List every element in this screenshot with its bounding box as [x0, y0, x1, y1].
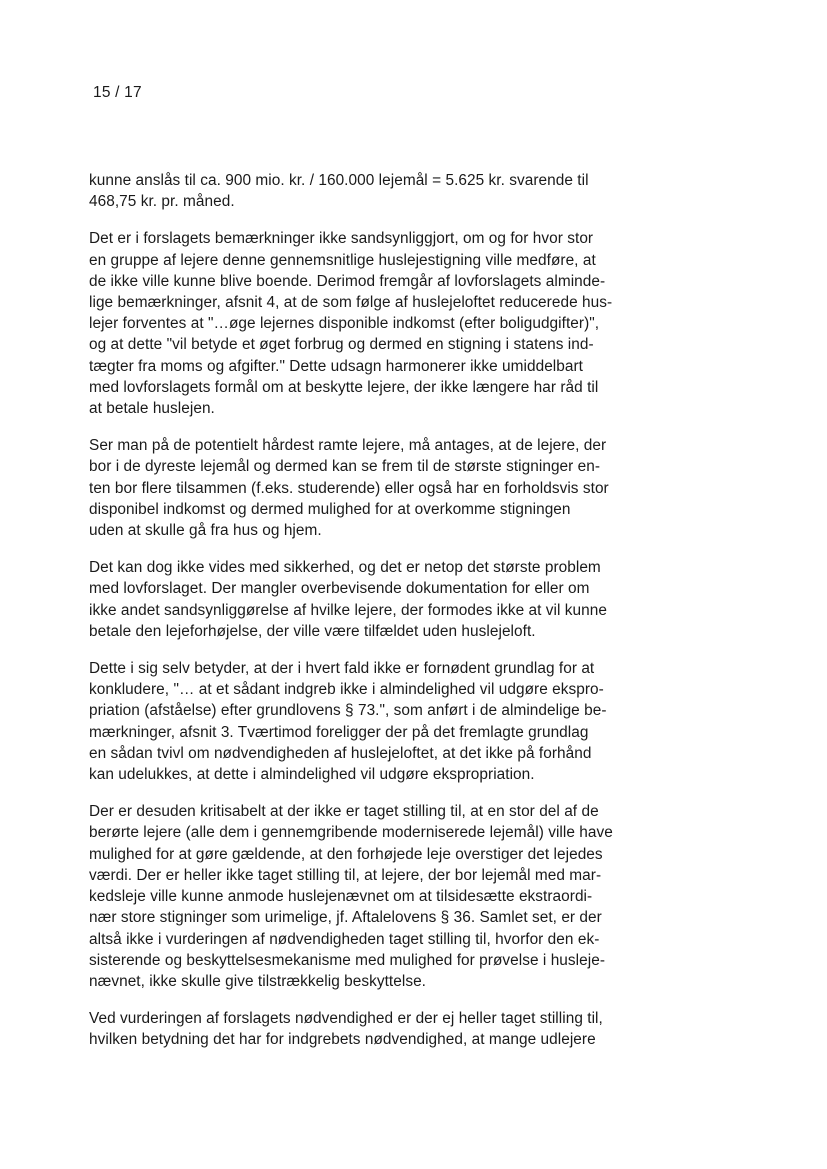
text-line: Dette i sig selv betyder, at der i hvert fald ikke er fornødent grundlag for at [89, 660, 595, 678]
text-line: lejer forventes at "…øge lejernes disponible indkomst (efter boligudgifter)", [89, 315, 600, 333]
text-line: priation (afståelse) efter grundlovens § 73.", som anført i de almindelige be- [89, 702, 607, 720]
text-line: nær store stigninger som urimelige, jf. Aftalelovens § 36. Samlet set, er der [89, 909, 602, 927]
text-line: mulighed for at gøre gældende, at den forhøjede leje overstiger det lejedes [89, 845, 603, 863]
text-line: ikke andet sandsynliggørelse af hvilke lejere, der formodes ikke at vil kunne [89, 601, 607, 619]
text-line: og at dette "vil betyde et øget forbrug og dermed en stigning i statens ind- [89, 336, 594, 354]
text-line: konkludere, "… at et sådant indgreb ikke i almindelighed vil udgøre ekspro- [89, 681, 604, 699]
text-line: Ved vurderingen af forslagets nødvendighed er der ej heller taget stilling til, [89, 1010, 603, 1028]
paragraph [89, 228, 675, 419]
text-line: at betale huslejen. [89, 400, 215, 418]
text-line: med lovforslagets formål om at beskytte lejere, der ikke længere har råd til [89, 378, 599, 396]
text-line: betale den lejeforhøjelse, der ville være tilfældet uden huslejeloft. [89, 622, 536, 640]
text-line: de ikke ville kunne blive boende. Derimod fremgår af lovforslagets alminde- [89, 272, 606, 290]
paragraph [89, 170, 675, 212]
text-line: 468,75 kr. pr. måned. [89, 193, 235, 211]
text-line: nævnet, ikke skulle give tilstrækkelig beskyttelse. [89, 972, 427, 990]
text-line: berørte lejere (alle dem i gennemgribende moderniserede lejemål) ville have [89, 824, 613, 842]
text-line: med lovforslaget. Der mangler overbevisende dokumentation for eller om [89, 580, 590, 598]
text-line: mærkninger, afsnit 3. Tværtimod foreligger der på det fremlagte grundlag [89, 723, 589, 741]
text-line: en sådan tvivl om nødvendigheden af huslejeloftet, at det ikke på forhånd [89, 744, 592, 762]
text-line: bor i de dyreste lejemål og dermed kan se frem til de største stigninger en- [89, 458, 601, 476]
text-line: lige bemærkninger, afsnit 4, at de som følge af huslejeloftet reducerede hus- [89, 294, 613, 312]
text-line: Ser man på de potentielt hårdest ramte lejere, må antages, at de lejere, der [89, 437, 607, 455]
page-number: 15 / 17 [93, 84, 142, 101]
text-line: Det kan dog ikke vides med sikkerhed, og det er netop det største problem [89, 559, 601, 577]
text-line: kunne anslås til ca. 900 mio. kr. / 160.000 lejemål = 5.625 kr. svarende til [89, 172, 589, 189]
text-line: altså ikke i vurderingen af nødvendigheden taget stilling til, hvorfor den ek- [89, 930, 600, 948]
text-line: Det er i forslagets bemærkninger ikke sandsynliggjort, om og for hvor stor [89, 230, 594, 248]
text-line: uden at skulle gå fra hus og hjem. [89, 522, 322, 540]
text-line: disponibel indkomst og dermed mulighed for at overkomme stigningen [89, 500, 571, 518]
text-line: en gruppe af lejere denne gennemsnitlige huslejestigning ville medføre, at [89, 251, 596, 269]
paragraph [89, 435, 675, 541]
text-line: værdi. Der er heller ikke taget stilling til, at lejere, der bor lejemål med mar- [89, 866, 602, 884]
text-line: kedsleje ville kunne anmode huslejenævnet om at tilsidesætte ekstraordi- [89, 888, 593, 906]
paragraph [89, 658, 675, 785]
paragraph [89, 1008, 675, 1050]
text-line: ten bor flere tilsammen (f.eks. studerende) eller også har en forholdsvis stor [89, 479, 609, 497]
document-body [89, 170, 675, 1067]
text-line: sisterende og beskyttelsesmekanisme med mulighed for prøvelse i husleje- [89, 951, 605, 969]
text-line: hvilken betydning det har for indgrebets nødvendighed, at mange udlejere [89, 1031, 596, 1049]
text-line: tægter fra moms og afgifter." Dette udsagn harmonerer ikke umiddelbart [89, 357, 584, 375]
paragraph [89, 801, 675, 992]
text-line: Der er desuden kritisabelt at der ikke er taget stilling til, at en stor del af de [89, 803, 599, 821]
text-line: kan udelukkes, at dette i almindelighed vil udgøre ekspropriation. [89, 766, 535, 784]
paragraph [89, 557, 675, 642]
